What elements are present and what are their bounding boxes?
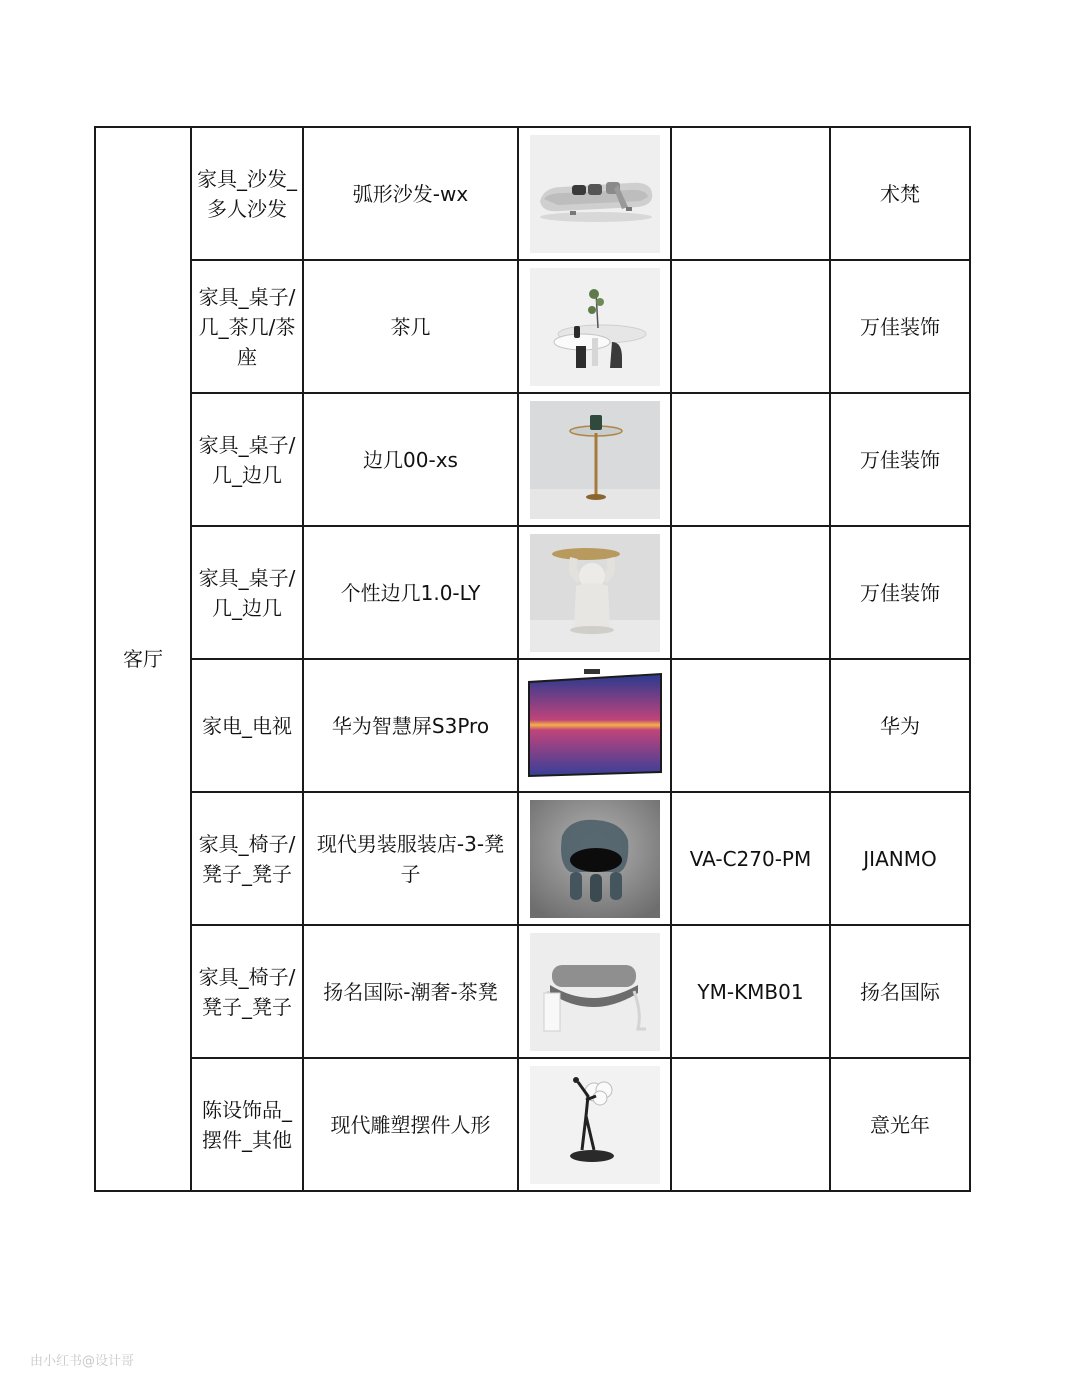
brand-cell: 万佳装饰 bbox=[830, 393, 970, 526]
table-row bbox=[95, 659, 970, 792]
model-code-cell bbox=[671, 526, 830, 659]
brand-cell: JIANMO bbox=[830, 792, 970, 925]
watermark: 由小红书@设计哥 bbox=[30, 1354, 135, 1369]
model-code-cell: VA-C270-PM bbox=[671, 792, 830, 925]
table-row bbox=[95, 393, 970, 526]
product-image-cell bbox=[518, 1058, 671, 1191]
curved-sofa-image bbox=[530, 135, 660, 253]
brand-cell: 万佳装饰 bbox=[830, 526, 970, 659]
table-row bbox=[95, 925, 970, 1058]
table-row bbox=[95, 526, 970, 659]
product-image-cell bbox=[518, 127, 671, 260]
table-row bbox=[95, 792, 970, 925]
category-cell: 家具_椅子/凳子_凳子 bbox=[191, 792, 303, 925]
product-image-cell bbox=[518, 925, 671, 1058]
product-image-cell bbox=[518, 792, 671, 925]
category-cell: 家电_电视 bbox=[191, 659, 303, 792]
product-image-cell bbox=[518, 260, 671, 393]
product-name-cell: 边几00-xs bbox=[303, 393, 518, 526]
category-cell: 家具_桌子/几_茶几/茶座 bbox=[191, 260, 303, 393]
smart-tv-image bbox=[526, 667, 664, 785]
category-cell: 家具_桌子/几_边几 bbox=[191, 526, 303, 659]
table-row bbox=[95, 1058, 970, 1191]
tea-stool-image bbox=[530, 933, 660, 1051]
product-image-cell bbox=[518, 393, 671, 526]
product-name-cell: 华为智慧屏S3Pro bbox=[303, 659, 518, 792]
model-code-cell bbox=[671, 260, 830, 393]
product-image-cell bbox=[518, 526, 671, 659]
table-row bbox=[95, 127, 970, 260]
product-spec-table bbox=[94, 126, 971, 1192]
figure-sculpture-image bbox=[530, 1066, 660, 1184]
model-code-cell bbox=[671, 393, 830, 526]
monkey-side-table-image bbox=[530, 534, 660, 652]
model-code-cell bbox=[671, 659, 830, 792]
model-code-cell bbox=[671, 127, 830, 260]
category-cell: 家具_沙发_多人沙发 bbox=[191, 127, 303, 260]
table-row bbox=[95, 260, 970, 393]
category-cell: 家具_椅子/凳子_凳子 bbox=[191, 925, 303, 1058]
product-name-cell: 茶几 bbox=[303, 260, 518, 393]
product-image-cell bbox=[518, 659, 671, 792]
model-code-cell bbox=[671, 1058, 830, 1191]
product-name-cell: 个性边几1.0-LY bbox=[303, 526, 518, 659]
model-code-cell: YM-KMB01 bbox=[671, 925, 830, 1058]
brand-cell: 华为 bbox=[830, 659, 970, 792]
brand-cell: 万佳装饰 bbox=[830, 260, 970, 393]
category-cell: 家具_桌子/几_边几 bbox=[191, 393, 303, 526]
room-cell: 客厅 bbox=[95, 127, 191, 1191]
product-name-cell: 现代雕塑摆件人形 bbox=[303, 1058, 518, 1191]
stool-chair-image bbox=[530, 800, 660, 918]
product-name-cell: 扬名国际-潮奢-茶凳 bbox=[303, 925, 518, 1058]
brand-cell: 意光年 bbox=[830, 1058, 970, 1191]
category-cell: 陈设饰品_摆件_其他 bbox=[191, 1058, 303, 1191]
product-name-cell: 弧形沙发-wx bbox=[303, 127, 518, 260]
brand-cell: 扬名国际 bbox=[830, 925, 970, 1058]
coffee-table-image bbox=[530, 268, 660, 386]
side-table-image bbox=[530, 401, 660, 519]
product-name-cell: 现代男装服装店-3-凳子 bbox=[303, 792, 518, 925]
brand-cell: 术梵 bbox=[830, 127, 970, 260]
